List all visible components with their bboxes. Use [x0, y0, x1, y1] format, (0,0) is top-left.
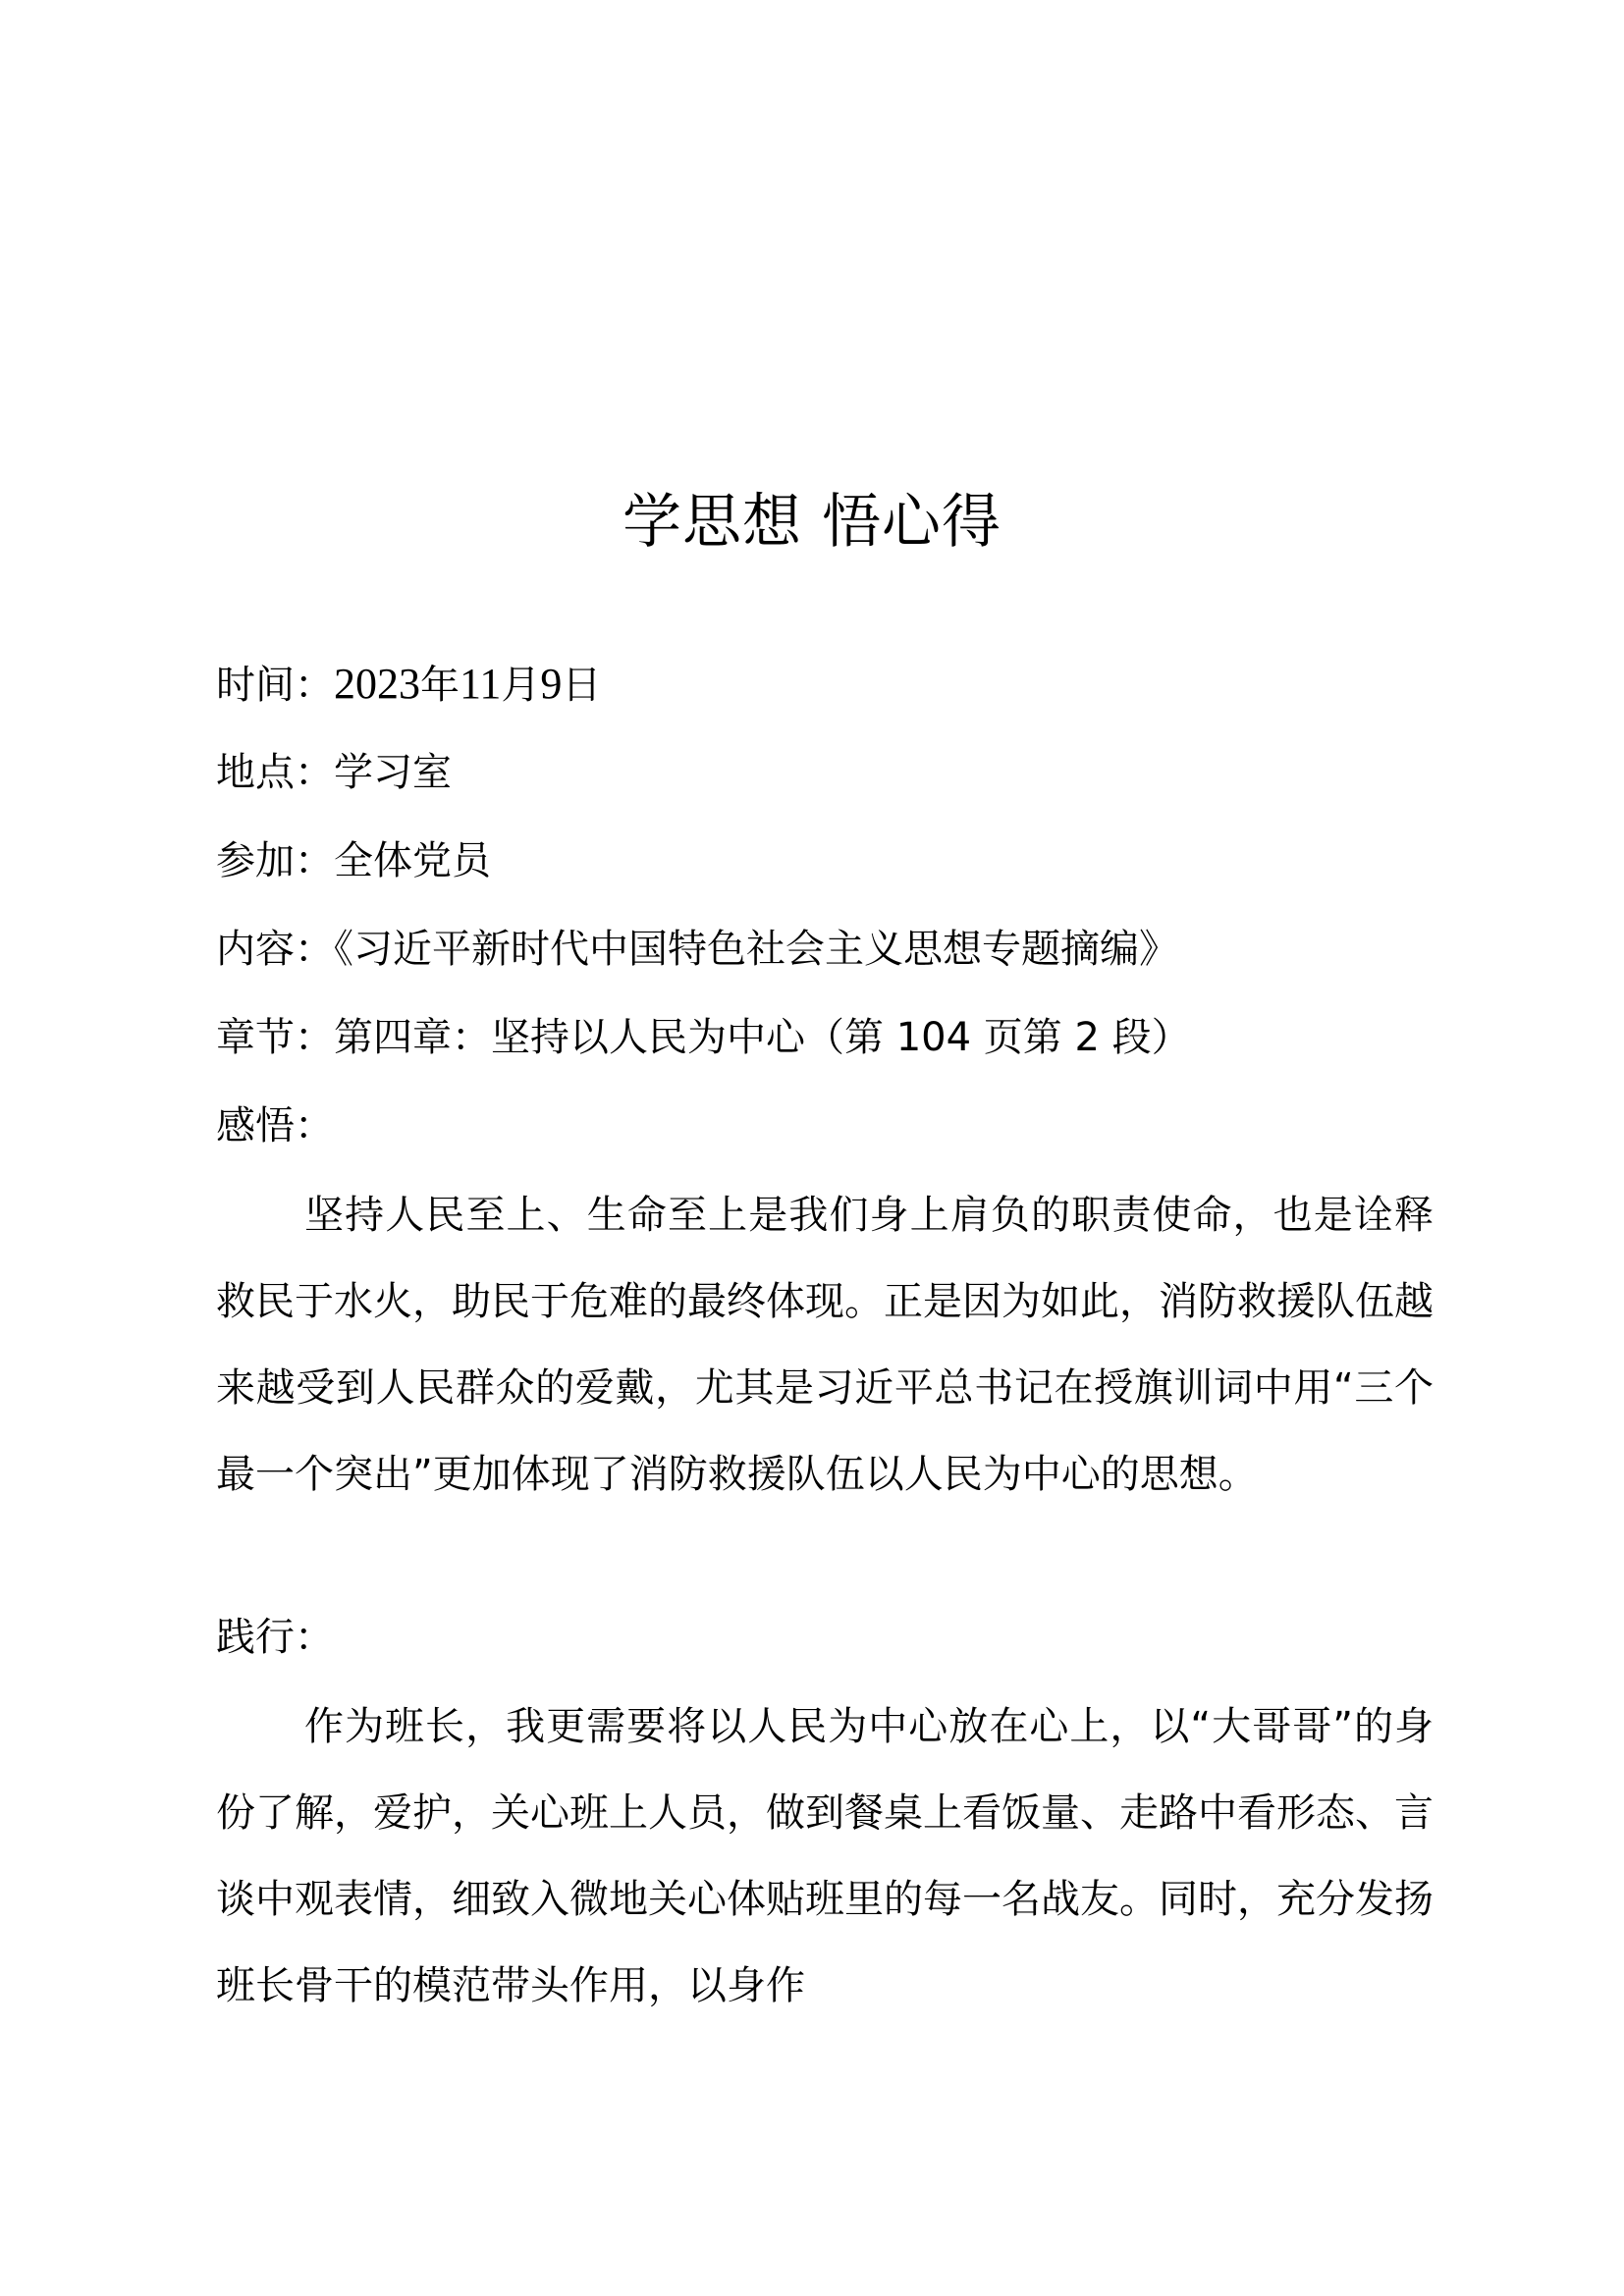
- practice-label: 践行：: [216, 1615, 334, 1660]
- place-value: 学习室: [334, 750, 452, 795]
- time-day: 9: [540, 660, 563, 708]
- chapter-value: 第四章：坚持以人民为中心（第 104 页第 2 段）: [334, 1015, 1191, 1060]
- chapter-separator: ：: [295, 1015, 334, 1060]
- document-title: 学思想 悟心得: [622, 488, 1002, 557]
- meta-chapter: [216, 1008, 1191, 1067]
- place-separator: ：: [295, 750, 334, 795]
- content-label: 内容: [216, 927, 295, 972]
- time-label: 时间: [216, 663, 295, 708]
- time-separator: ：: [295, 663, 334, 708]
- time-year: 2023: [334, 660, 420, 708]
- meta-time: [216, 655, 601, 715]
- time-day-unit: 日: [562, 663, 602, 708]
- place-label: 地点: [216, 750, 295, 795]
- chapter-label: 章节: [216, 1015, 295, 1060]
- content-separator: ：: [295, 927, 334, 972]
- attendees-separator: ：: [295, 838, 334, 883]
- attendees-value: 全体党员: [334, 838, 491, 883]
- meta-place: [216, 743, 452, 802]
- time-month-unit: 月: [501, 663, 541, 708]
- insight-label: 感悟：: [216, 1103, 334, 1148]
- content-value: 《习近平新时代中国特色社会主义思想专题摘编》: [334, 927, 1178, 972]
- time-year-unit: 年: [420, 663, 460, 708]
- attendees-label: 参加: [216, 838, 295, 883]
- practice-paragraph: 作为班长，我更需要将以人民为中心放在心上，以“大哥哥”的身份了解，爱护，关心班上人员，做到餐桌上看饭量、走路中看形态、言谈中观表情，细致入微地关心体贴班里的每一名战友。同时，充分发扬班长骨干的模范带头作用，以身作: [216, 1704, 1434, 2008]
- time-month: 11: [460, 660, 502, 708]
- insight-paragraph: 坚持人民至上、生命至上是我们身上肩负的职责使命，也是诠释救民于水火，助民于危难的最终体现。正是因为如此，消防救援队伍越来越受到人民群众的爱戴，尤其是习近平总书记在授旗训词中用“三个最一个突出”更加体现了消防救援队伍以人民为中心的思想。: [216, 1193, 1434, 1497]
- meta-content: [216, 920, 1178, 979]
- meta-attendees: [216, 831, 491, 890]
